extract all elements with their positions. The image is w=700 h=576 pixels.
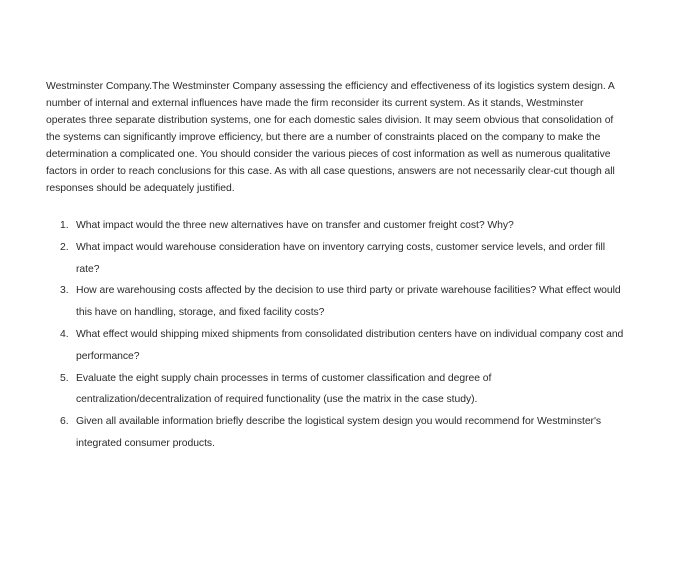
- question-item: [46, 237, 626, 281]
- question-number: 6.: [60, 416, 69, 428]
- question-item: [46, 215, 626, 237]
- question-text: Given all available information briefly describe the logistical system design you would recommend for Westminster's integrated consumer products.: [76, 416, 602, 449]
- question-item: [46, 280, 626, 324]
- question-item: [46, 324, 626, 368]
- question-number: 5.: [60, 372, 69, 384]
- question-text: What impact would the three new alternatives have on transfer and customer freight cost? Why?: [76, 220, 514, 231]
- question-text: What impact would warehouse consideration have on inventory carrying costs, customer service levels, and order fill rate?: [76, 241, 606, 275]
- question-number: 3.: [60, 285, 69, 297]
- document-body: [46, 78, 626, 455]
- question-text: What effect would shipping mixed shipments from consolidated distribution centers have on individual company cost and performance?: [76, 328, 624, 362]
- question-number: 2.: [60, 241, 69, 253]
- question-text: Evaluate the eight supply chain processes in terms of customer classification and degree of centralization/decentralization of required functionality (use the matrix in the case study).: [76, 372, 492, 406]
- question-number: 1.: [60, 220, 69, 231]
- question-list: [46, 215, 626, 455]
- question-item: [46, 368, 626, 412]
- intro-paragraph: Westminster Company.The Westminster Company assessing the efficiency and effectiveness of its logistics system design. A number of internal and external influences have made the firm reconsider its current system. As it stands, Westminster operates three separate distribution systems, one for each domestic sales division. It may seem obvious that consolidation of the systems can significantly improve efficiency, but there are a number of constraints placed on the company to make the determination a complicated one. You should consider the various pieces of cost information as well as numerous qualitative factors in order to reach conclusions for this case. As with all case questions, answers are not necessarily clear-cut though all responses should be adequately justified.: [46, 81, 615, 194]
- question-item: [46, 411, 626, 455]
- question-text: How are warehousing costs affected by the decision to use third party or private warehouse facilities? What effect would this have on handling, storage, and fixed facility costs?: [76, 285, 621, 319]
- question-number: 4.: [60, 328, 69, 340]
